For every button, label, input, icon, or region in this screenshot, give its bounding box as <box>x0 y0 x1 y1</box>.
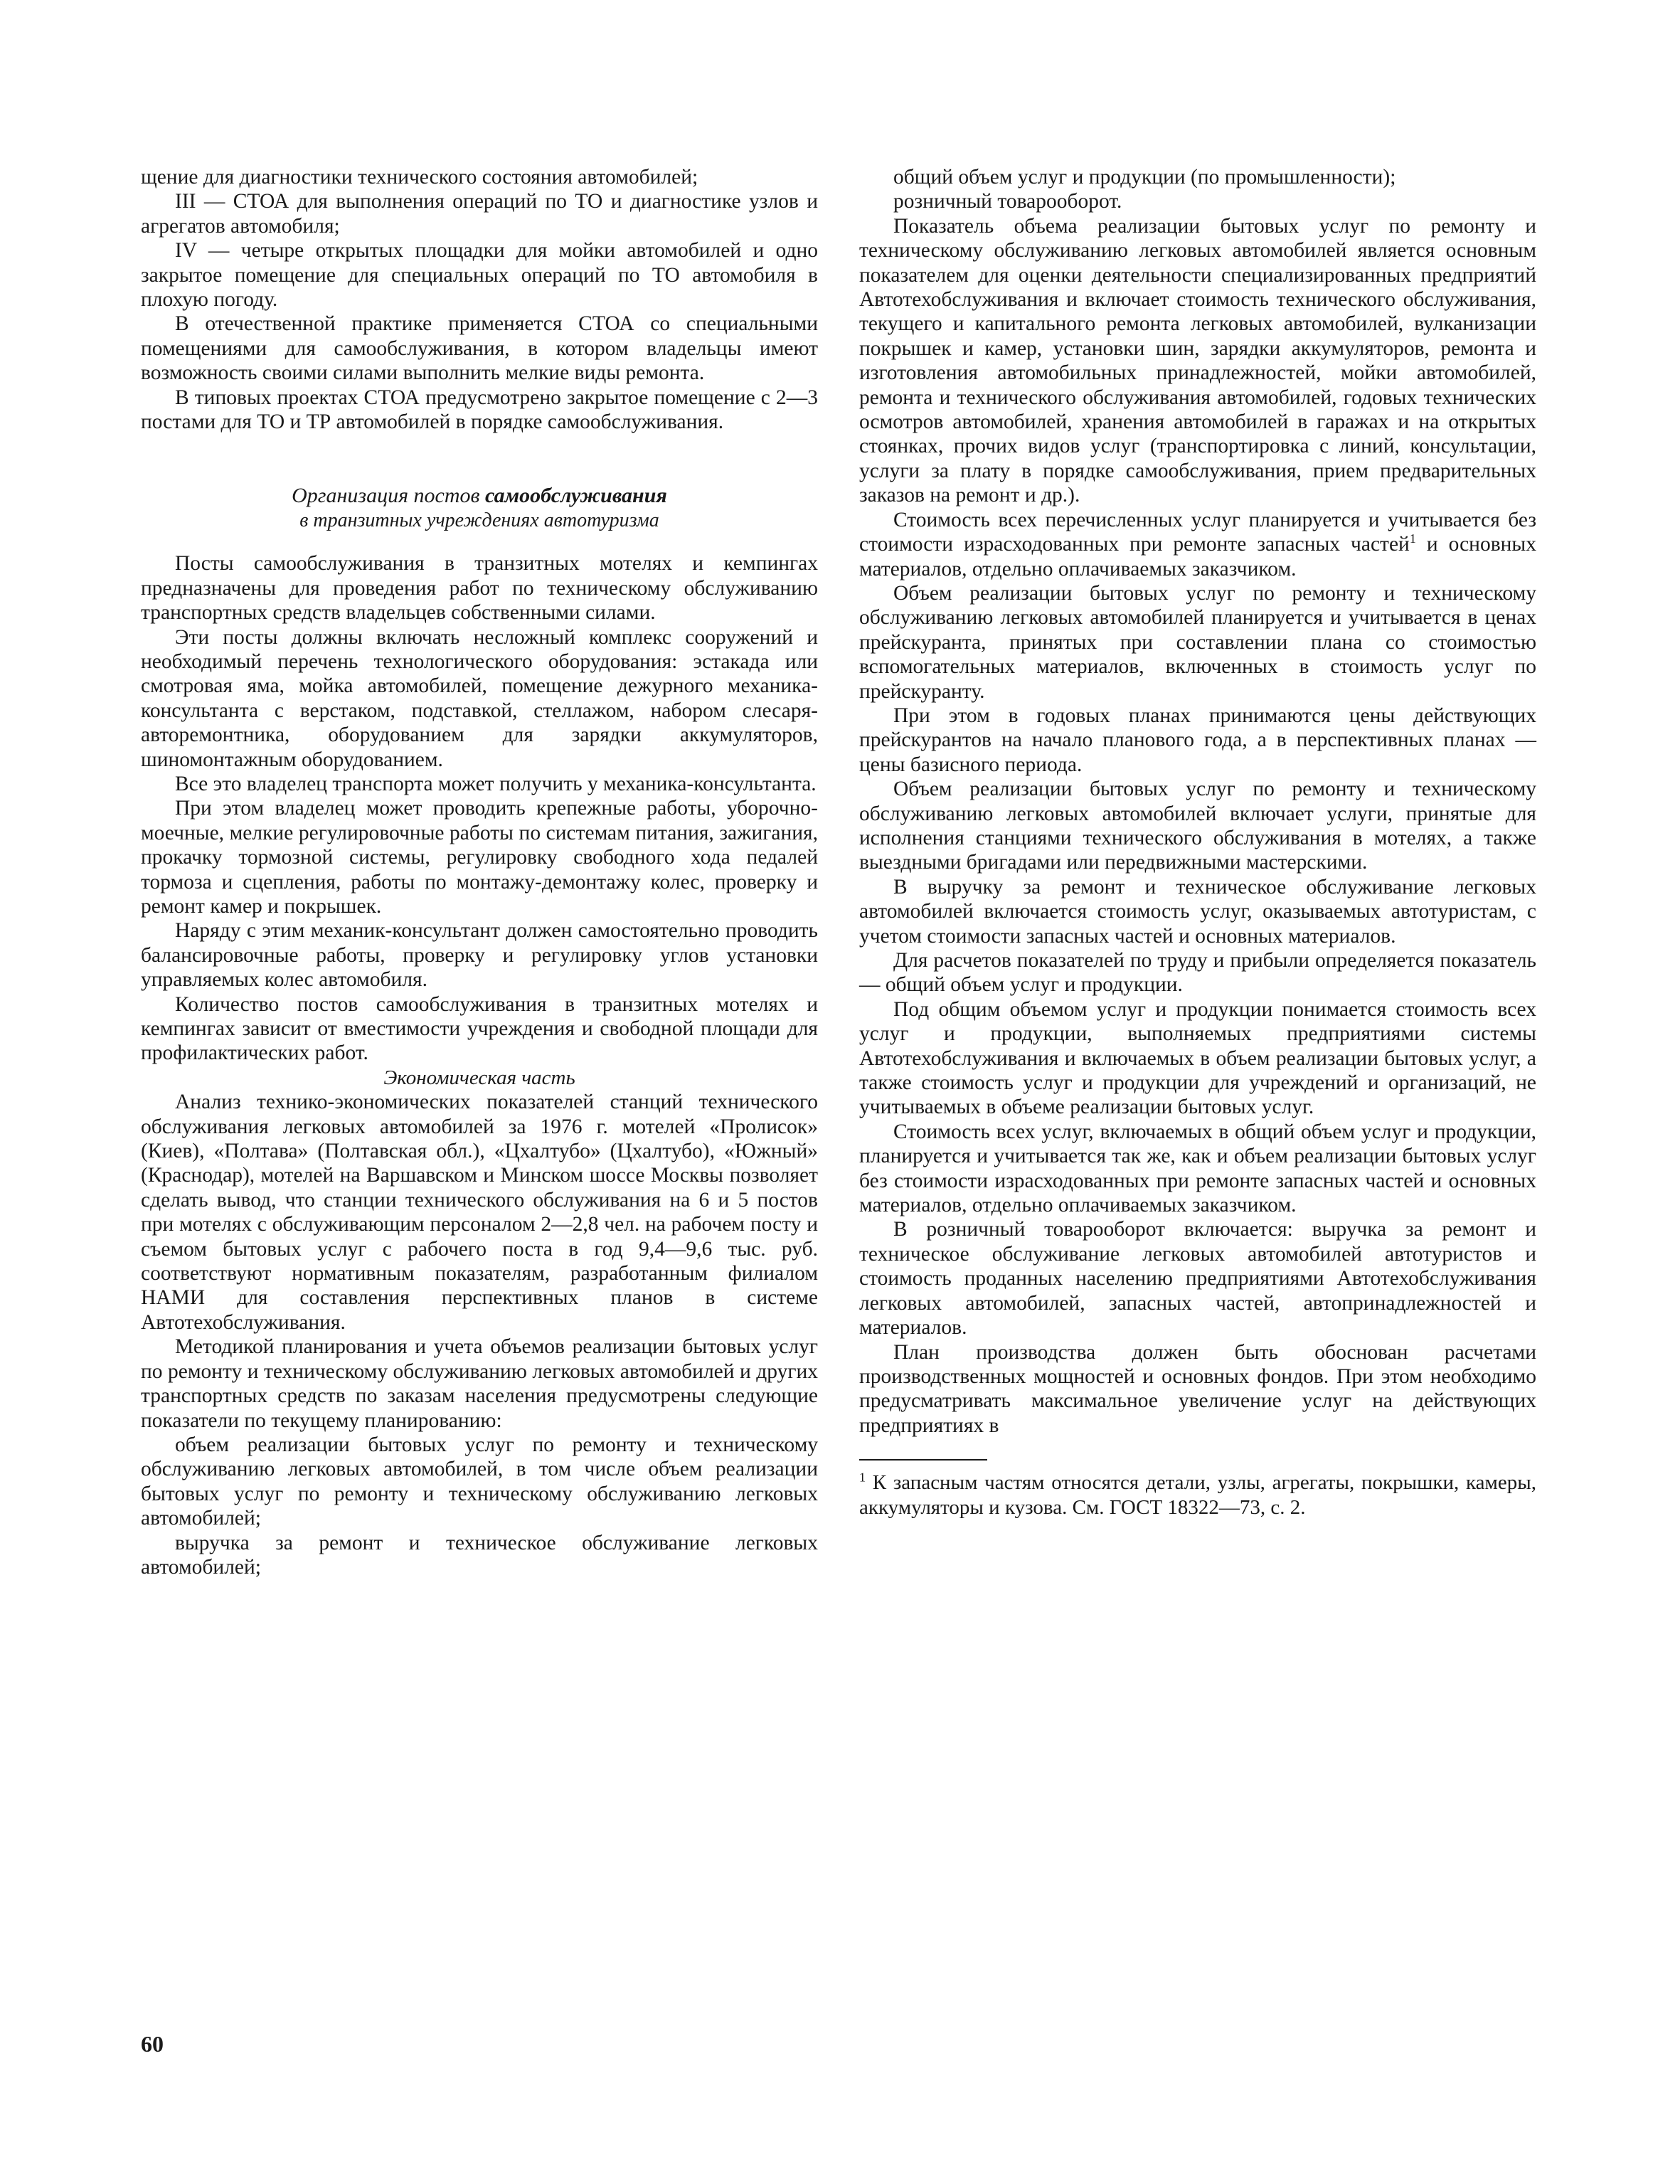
list-item: розничный товарооборот. <box>893 190 1122 213</box>
section-heading-self-service <box>141 484 818 533</box>
paragraph: Для расчетов показателей по труду и прибыли определяется показатель — общий объем услуг и продукции. <box>859 949 1536 997</box>
footnote-marker: 1 <box>859 1470 866 1485</box>
footnote: $^1$ К запасным частям относятся детали, узлы, агрегаты, покрышки, камеры, аккумуляторы и кузова. См. ГОСТ 18322—73, с. 2. <box>859 1470 1536 1519</box>
paragraph: Эти посты должны включать несложный комплекс сооружений и необходимый перечень технологического оборудования: эстакада или смотровая яма, мойка автомобилей, помещение дежурного механика-консультанта с верстаком, подставкой, стеллажом, набором слесаря-авторемонтника, оборудованием для зарядки аккумуляторов, шиномонтажным оборудованием. <box>141 625 818 771</box>
paragraph: Анализ технико-экономических показателей станций технического обслуживания легковых автомобилей за 1976 г. мотелей «Пролисок» (Киев), «Полтава» (Полтавская обл.), «Цхалтубо» (Цхалтубо), «Южный» (Краснодар), мотелей на Варшавском и Минском шоссе Москвы позволяет сделать вывод, что станции технического обслуживания на 6 и 5 постов при мотелях с обслуживающим персоналом 2—2,8 чел. на рабочем посту и съемом бытовых услуг с рабочего поста в год 9,4—9,6 тыс. руб. соответствуют нормативным показателям, разработанным филиалом НАМИ для составления перспективных планов в системе Автотехобслуживания. <box>141 1091 818 1334</box>
footnote-ref: 1 <box>1409 531 1416 546</box>
left-column <box>141 165 818 1579</box>
paragraph-with-footnote-ref: Стоимость всех перечисленных услуг планируется и учитывается без стоимости израсходованных при ремонте запасных частей$^1$ и основных материалов, отдельно оплачиваемых заказчиком. <box>859 508 1536 581</box>
list-item: общий объем услуг и продукции (по промышленности); <box>893 166 1396 189</box>
list-item: объем реализации бытовых услуг по ремонту и техническому обслуживанию легковых автомобилей, в том числе объем реализации бытовых услуг по ремонту и техническому обслуживанию легковых автомобилей; <box>141 1433 818 1530</box>
footnote-divider <box>859 1459 987 1461</box>
paragraph: Все это владелец транспорта может получить у механика-консультанта. <box>175 772 817 795</box>
heading-part-bold: самообслуживания <box>485 484 667 508</box>
paragraph: Объем реализации бытовых услуг по ремонту и техническому обслуживанию легковых автомобилей включает услуги, принятые для исполнения станциями технического обслуживания в мотелях, а также выездными бригадами или передвижными мастерскими. <box>859 778 1536 874</box>
page-number: 60 <box>141 2031 164 2057</box>
paragraph: Под общим объемом услуг и продукции понимается стоимость всех услуг и продукции, выполняемых предприятиями системы Автотехобслуживания и включаемых в объем реализации бытовых услуг, а также стоимость услуг и продукции для учреждений и организаций, не учитываемых в объеме реализации бытовых услуг. <box>859 997 1536 1119</box>
heading-subtitle: в транзитных учреждениях автотуризма <box>299 509 659 531</box>
paragraph: Стоимость всех услуг, включаемых в общий объем услуг и продукции, планируется и учитывается так же, как и объем реализации бытовых услуг без стоимости израсходованных при ремонте запасных частей и основных материалов, отдельно оплачиваемых заказчиком. <box>859 1120 1536 1217</box>
paragraph: План производства должен быть обоснован расчетами производственных мощностей и основных фондов. При этом необходимо предусматривать максимальное увеличение услуг на действующих предприятиях в <box>859 1340 1536 1437</box>
paragraph: При этом в годовых планах принимаются цены действующих прейскурантов на начало планового года, а в перспективных планах — цены базисного периода. <box>859 704 1536 776</box>
paragraph: Методикой планирования и учета объемов реализации бытовых услуг по ремонту и техническому обслуживанию легковых автомобилей и других транспортных средств по заказам населения предусмотрены следующие показатели по текущему планированию: <box>141 1335 818 1432</box>
paragraph: щение для диагностики технического состояния автомобилей; <box>141 166 698 189</box>
paragraph: В выручку за ремонт и техническое обслуживание легковых автомобилей включается стоимость услуг, оказываемых автотуристам, с учетом стоимости запасных частей и основных материалов. <box>859 875 1536 948</box>
section-heading-economics: Экономическая часть <box>383 1066 575 1089</box>
list-item-iii: III — СТОА для выполнения операций по ТО и диагностике узлов и агрегатов автомобиля; <box>141 190 818 238</box>
heading-part: Организация постов <box>292 484 480 508</box>
paragraph: Показатель объема реализации бытовых услуг по ремонту и техническому обслуживанию легковых автомобилей является основным показателем для оценки деятельности специализированных предприятий Автотехобслуживания и включает стоимость технического обслуживания, текущего и капитального ремонта легковых автомобилей, вулканизации покрышек и камер, установки шин, зарядки аккумуляторов, ремонта и изготовления автомобильных принадлежностей, мойки автомобилей, ремонта и технического обслуживания автомобилей, годовых технических осмотров автомобилей, хранения автомобилей в гаражах и на открытых стоянках, прочих видов услуг (транспортировка с линий, консультации, услуги за плату в порядке самообслуживания, прием предварительных заказов на ремонт и др.). <box>859 214 1536 507</box>
paragraph: Количество постов самообслуживания в транзитных мотелях и кемпингах зависит от вместимости учреждения и свободной площади для профилактических работ. <box>141 992 818 1065</box>
paragraph: При этом владелец может проводить крепежные работы, уборочно-моечные, мелкие регулировочные работы по системам питания, зажигания, прокачку тормозной системы, регулировку свободного хода педалей тормоза и сцепления, работы по монтажу-демонтажу колес, проверку и ремонт камер и покрышек. <box>141 797 818 918</box>
list-item: выручка за ремонт и техническое обслуживание легковых автомобилей; <box>141 1531 818 1579</box>
paragraph: Наряду с этим механик-консультант должен самостоятельно проводить балансировочные работы, проверку и регулировку углов установки управляемых колес автомобиля. <box>141 919 818 992</box>
paragraph: Посты самообслуживания в транзитных мотелях и кемпингах предназначены для проведения работ по техническому обслуживанию транспортных средств владельцев собственными силами. <box>141 552 818 625</box>
paragraph: В отечественной практике применяется СТОА со специальными помещениями для самообслуживания, в котором владельцы имеют возможность своими силами выполнить мелкие виды ремонта. <box>141 312 818 385</box>
paragraph: В розничный товарооборот включается: выручка за ремонт и техническое обслуживание легковых автомобилей автотуристов и стоимость проданных населению предприятиями Автотехобслуживания легковых автомобилей, запасных частей, автопринадлежностей и материалов. <box>859 1218 1536 1340</box>
list-item-iv: IV — четыре открытых площадки для мойки автомобилей и одно закрытое помещение для специальных операций по ТО автомобиля в плохую погоду. <box>141 239 818 312</box>
paragraph: В типовых проектах СТОА предусмотрено закрытое помещение с 2—3 постами для ТО и ТР автомобилей в порядке самообслуживания. <box>141 386 818 434</box>
right-column <box>859 165 1536 1520</box>
paragraph: Объем реализации бытовых услуг по ремонту и техническому обслуживанию легковых автомобилей планируется и учитывается в ценах прейскуранта, принятых при составлении плана со стоимостью вспомогательных материалов, включенных в стоимость услуг по прейскуранту. <box>859 581 1536 703</box>
